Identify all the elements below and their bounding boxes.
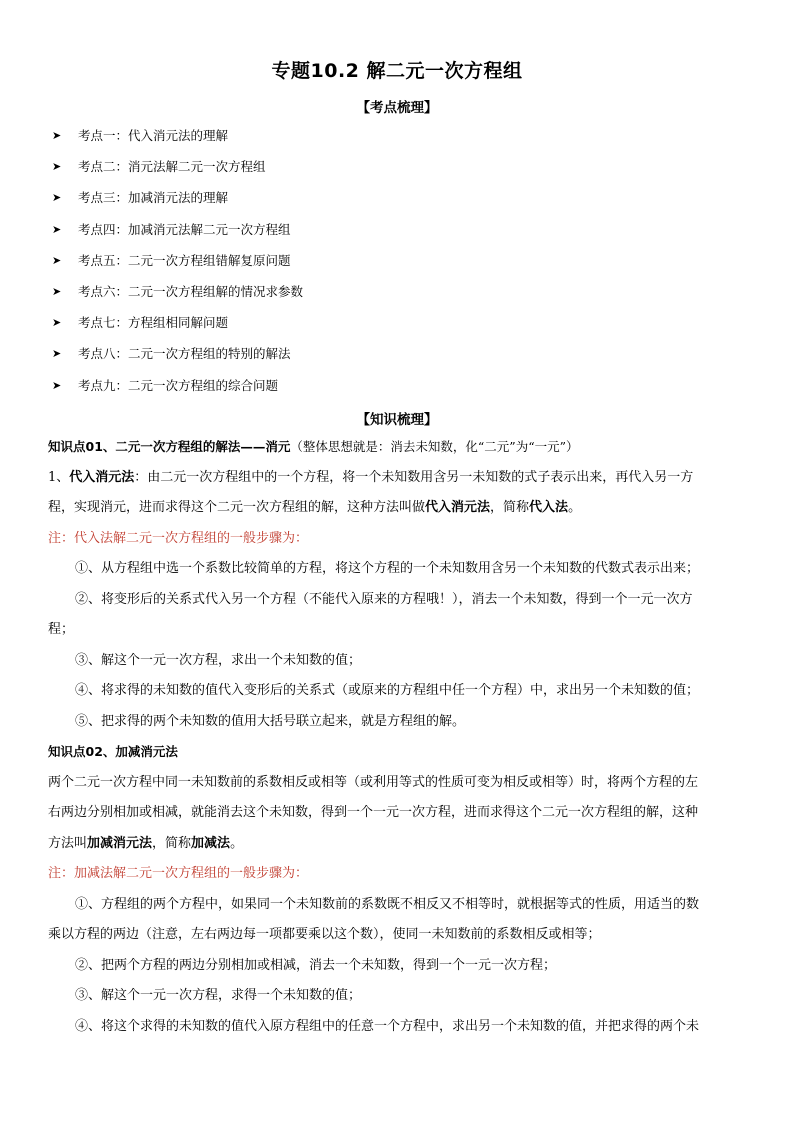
list-item [52, 252, 303, 283]
zsd1-heading-note: （整体思想就是：消去未知数，化“二元”为“一元”） [290, 439, 579, 454]
para-number: 1、 [48, 469, 70, 485]
zsd2-note: 注：加减法解二元一次方程组的一般步骤为： [48, 866, 309, 881]
zsd1-para-line [48, 467, 748, 498]
step-line: ①、从方程组中选一个系数比较简单的方程，将这个方程的一个未知数用含另一个未知数的代数式表示出来； [75, 561, 700, 576]
zsd1-para-line [48, 497, 748, 528]
step-line: ⑤、把求得的两个未知数的值用大括号联立起来，就是方程组的解。 [75, 713, 466, 729]
kaodian-text: 考点五：二元一次方程组错解复原问题 [78, 252, 291, 268]
step-line: ②、将变形后的关系式代入另一个方程（不能代入原来的方程哦！），消去一个未知数，得到一个一元一次方 [75, 591, 693, 607]
list-item [52, 377, 303, 408]
kaodian-text: 考点七：方程组相同解问题 [78, 315, 229, 331]
arrow-bullet-icon: ➤ [52, 347, 62, 361]
kaodian-list [52, 127, 303, 408]
zsd2-para-line: 右两边分别相加或相减，就能消去这个未知数，得到一个一元一次方程，进而求得这个二元一次方程组的解，这种 [48, 805, 699, 820]
step-line: ③、解这个一元一次方程，求出一个未知数的值； [75, 652, 362, 668]
list-item [52, 127, 303, 158]
zsd2-heading: 知识点02、加减消元法 [48, 744, 178, 759]
term-daiyu: 代入消元法 [425, 500, 491, 515]
knowledge-section [48, 436, 748, 1046]
section-heading-kaodian: 【考点梳理】 [356, 100, 438, 116]
step-line: ③、解这个一元一次方程，求得一个未知数的值； [75, 988, 362, 1003]
kaodian-text: 考点八：二元一次方程组的特别的解法 [78, 346, 291, 362]
zsd1-heading-line [48, 436, 748, 467]
kaodian-text: 考点一：代入消元法的理解 [78, 128, 229, 143]
arrow-bullet-icon: ➤ [52, 160, 62, 174]
term-jiajian: 加减消元法 [87, 835, 153, 851]
kaodian-text: 考点四：加减消元法解二元一次方程组 [78, 221, 291, 237]
step-line: 乘以方程的两边（注意，左右两边每一项都要乘以这个数），使同一未知数前的系数相反或相等； [48, 927, 601, 942]
page-title: 专题10.2 解二元一次方程组 [271, 60, 523, 82]
arrow-bullet-icon: ➤ [52, 253, 62, 267]
kaodian-text: 考点六：二元一次方程组解的情况求参数 [78, 283, 304, 299]
zsd1-heading: 知识点01、二元一次方程组的解法——消元 [48, 439, 291, 454]
list-item [52, 221, 303, 252]
zsd1-note: 注：代入法解二元一次方程组的一般步骤为： [48, 530, 309, 546]
para-text: 方法叫 [48, 835, 88, 851]
step-line: ②、把两个方程的两边分别相加或相减，消去一个未知数，得到一个一元一次方程； [75, 957, 557, 973]
para-text: 。 [230, 835, 244, 851]
para-text: ，简称 [152, 835, 192, 851]
list-item [52, 158, 303, 189]
arrow-bullet-icon: ➤ [52, 191, 62, 205]
term-daiyufa: 代入法 [529, 500, 569, 515]
kaodian-text: 考点三：加减消元法的理解 [78, 190, 229, 206]
arrow-bullet-icon: ➤ [52, 222, 62, 236]
step-line: 程； [48, 622, 75, 637]
zsd2-heading-line [48, 741, 748, 772]
step-line: ①、方程组的两个方程中，如果同一个未知数前的系数既不相反又不相等时，就根据等式的性质，用适当的数 [75, 896, 700, 912]
list-item [52, 345, 303, 376]
arrow-bullet-icon: ➤ [52, 284, 62, 298]
para-text: ，简称 [490, 500, 530, 515]
term-jiajianfa: 加减法 [191, 835, 231, 851]
section-heading-zhishi: 【知识梳理】 [356, 412, 438, 428]
list-item [52, 283, 303, 314]
list-item [52, 314, 303, 345]
arrow-bullet-icon: ➤ [52, 378, 62, 392]
step-line: ④、将求得的未知数的值代入变形后的关系式（或原来的方程组中任一个方程）中，求出另一个未知数的值； [75, 683, 700, 698]
zsd2-para-line [48, 833, 748, 864]
para-text: ：由二元一次方程组中的一个方程，将一个未知数用含另一未知数的式子表示出来，再代入另一方 [134, 469, 694, 485]
para-text: 。 [568, 500, 582, 515]
step-line: ④、将这个求得的未知数的值代入原方程组中的任意一个方程中，求出另一个未知数的值，并把求得的两个未 [75, 1018, 700, 1034]
kaodian-text: 考点九：二元一次方程组的综合问题 [78, 377, 279, 393]
term-daiyu: 代入消元法 [69, 469, 135, 485]
arrow-bullet-icon: ➤ [52, 129, 62, 142]
zsd2-para-line: 两个二元一次方程中同一未知数前的系数相反或相等（或利用等式的性质可变为相反或相等）时，将两个方程的左 [48, 774, 699, 790]
kaodian-text: 考点二：消元法解二元一次方程组 [78, 159, 266, 175]
para-text: 程，实现消元，进而求得这个二元一次方程组的解，这种方法叫做 [48, 500, 426, 515]
list-item [52, 189, 303, 220]
arrow-bullet-icon: ➤ [52, 316, 62, 330]
